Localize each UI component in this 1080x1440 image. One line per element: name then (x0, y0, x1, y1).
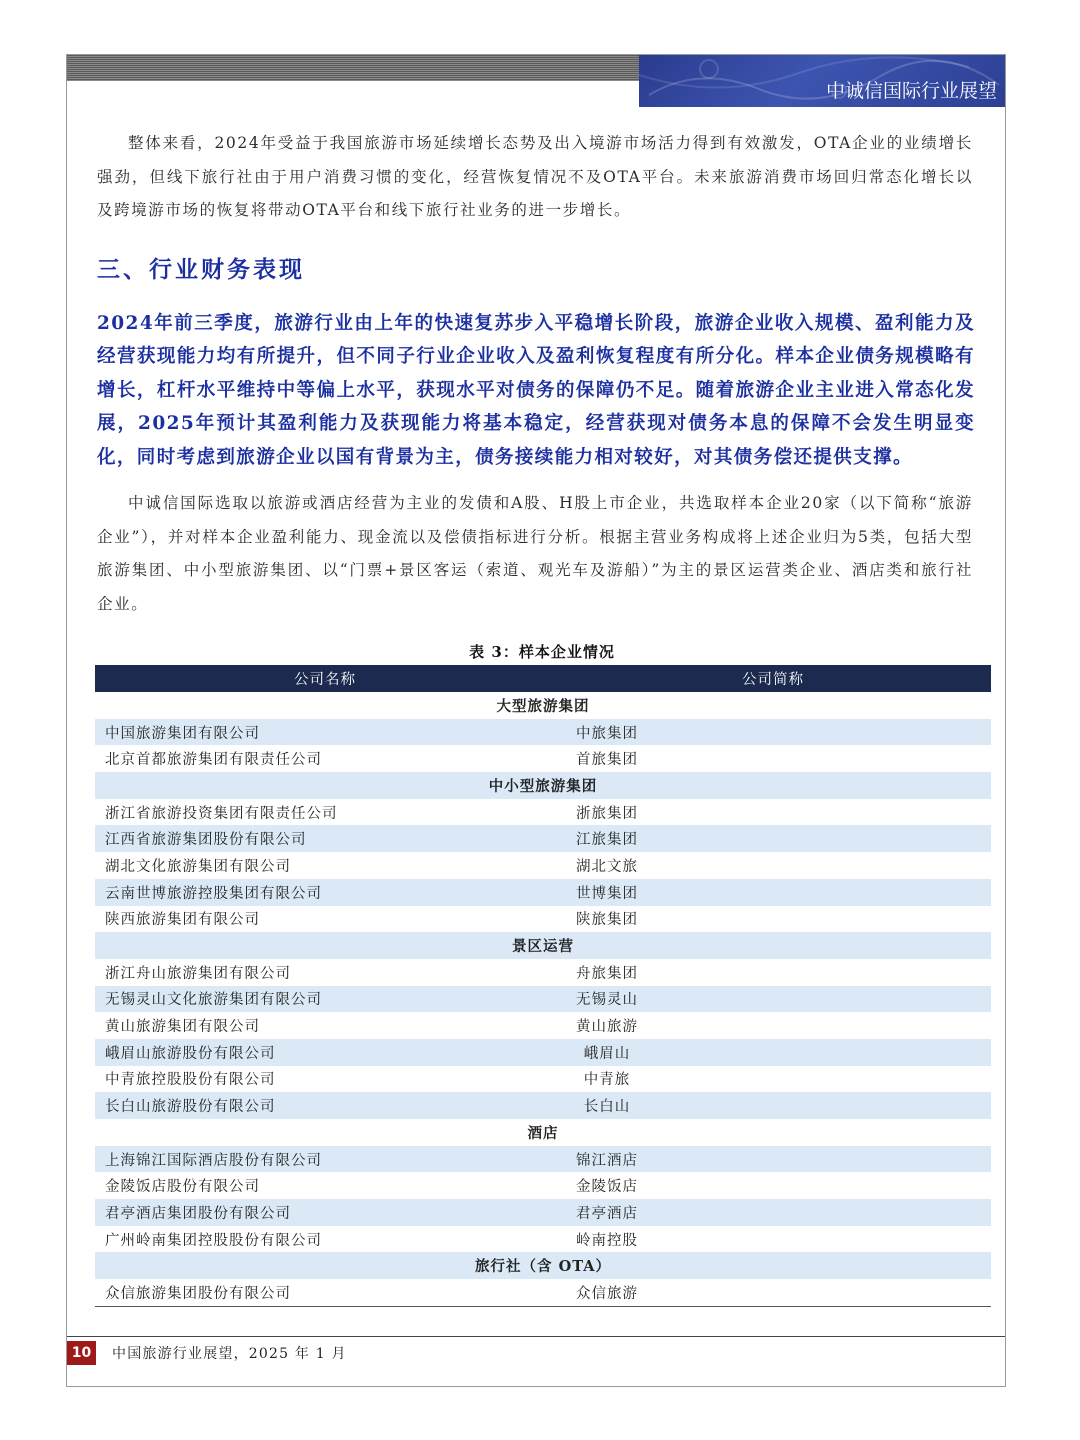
brand-title: 中诚信国际行业展望 (825, 80, 997, 102)
table-group-row (95, 772, 991, 799)
company-name: 湖北文化旅游集团有限公司 (105, 858, 291, 875)
table-caption: 表 3：样本企业情况 (469, 643, 615, 661)
company-short-cell (555, 879, 991, 906)
company-short-name: 湖北文旅 (576, 858, 638, 875)
company-short-name: 浙旅集团 (576, 805, 638, 822)
company-short-name: 中青旅 (583, 1072, 631, 1089)
company-short-cell (555, 1012, 991, 1039)
company-short-name: 峨眉山 (583, 1045, 631, 1062)
table-row (95, 1012, 991, 1039)
company-short-cell (555, 1092, 991, 1119)
company-short-cell (555, 1172, 991, 1199)
company-short-name: 舟旅集团 (576, 965, 638, 982)
table-row (95, 799, 991, 826)
company-short-cell (555, 852, 991, 879)
footer-text: 中国旅游行业展望，2025 年 1 月 (112, 1346, 347, 1362)
table-row (95, 1279, 991, 1306)
table-row (95, 1226, 991, 1253)
company-name: 浙江舟山旅游集团有限公司 (105, 965, 291, 982)
company-name: 黄山旅游集团有限公司 (105, 1019, 260, 1036)
company-name: 长白山旅游股份有限公司 (95, 1092, 555, 1119)
table-row (95, 1066, 991, 1093)
column-header-name: 公司名称 (95, 665, 555, 692)
report-page (66, 54, 1006, 1387)
company-name: 浙江省旅游投资集团有限责任公司 (105, 805, 338, 822)
company-short-cell (555, 1279, 991, 1306)
company-name: 上海锦江国际酒店股份有限公司 (95, 1146, 555, 1173)
company-short-name: 岭南控股 (576, 1232, 638, 1249)
table-row (95, 1039, 991, 1066)
company-short-cell (555, 1066, 991, 1093)
company-short-name: 首旅集团 (576, 752, 638, 769)
table-group-row (95, 1119, 991, 1146)
company-short-cell (555, 799, 991, 826)
company-short-name: 无锡灵山 (576, 992, 638, 1009)
table-row (95, 1172, 991, 1199)
company-short-cell (555, 906, 991, 933)
group-title: 大型旅游集团 (496, 697, 590, 715)
company-short-name: 长白山 (583, 1099, 631, 1116)
company-name: 峨眉山旅游股份有限公司 (95, 1039, 555, 1066)
table-row (95, 1092, 991, 1119)
company-short-cell (555, 1199, 991, 1226)
company-short-name: 江旅集团 (576, 832, 638, 849)
company-short-name: 君亭酒店 (576, 1205, 638, 1222)
table-row (95, 906, 991, 933)
table-row (95, 879, 991, 906)
company-name: 无锡灵山文化旅游集团有限公司 (95, 986, 555, 1013)
table-body (95, 692, 991, 1306)
group-title: 酒店 (527, 1124, 559, 1142)
header-stripe-band (67, 55, 639, 81)
company-short-name: 黄山旅游 (576, 1019, 638, 1036)
company-short-name: 锦江酒店 (576, 1152, 638, 1169)
group-title: 旅行社（含 OTA） (95, 1252, 991, 1279)
table-row (95, 719, 991, 746)
table-row (95, 825, 991, 852)
page-number-badge: 10 (67, 1341, 96, 1365)
company-short-cell (555, 745, 991, 772)
section-title: 三、行业财务表现 (97, 257, 305, 283)
methodology-paragraph: 中诚信国际选取以旅游或酒店经营为主业的发债和A股、H股上市企业，共选取样本企业20家（以下简称“旅游企业”），并对样本企业盈利能力、现金流以及偿债指标进行分析。根据主营业务构成将上述企业归为5类，包括大型旅游集团、中小型旅游集团、以“门票+景区客运（索道、观光车及游船）”为主的景区运营类企业、酒店类和旅行社企业。 (97, 494, 973, 613)
header-brand-banner (639, 55, 1005, 107)
company-short-name: 陕旅集团 (576, 912, 638, 929)
company-name: 云南世博旅游控股集团有限公司 (95, 879, 555, 906)
table-row (95, 1199, 991, 1226)
company-name: 江西省旅游集团股份有限公司 (95, 825, 555, 852)
table-group-row (95, 932, 991, 959)
sample-companies-table (95, 665, 991, 1307)
table-group-row (95, 692, 991, 719)
overview-paragraph: 整体来看，2024年受益于我国旅游市场延续增长态势及出入境游市场活力得到有效激发，OTA企业的业绩增长强劲，但线下旅行社由于用户消费习惯的变化，经营恢复情况不及OTA平台。未来旅游消费市场回归常态化增长以及跨境游市场的恢复将带动OTA平台和线下旅行社业务的进一步增长。 (97, 134, 973, 219)
company-name: 中青旅控股股份有限公司 (105, 1072, 276, 1089)
company-short-cell (555, 1146, 991, 1173)
company-short-name: 金陵饭店 (576, 1179, 638, 1196)
table-header-row (95, 665, 991, 692)
company-name: 君亭酒店集团股份有限公司 (95, 1199, 555, 1226)
group-title: 中小型旅游集团 (95, 772, 991, 799)
group-title: 景区运营 (95, 932, 991, 959)
company-name: 金陵饭店股份有限公司 (105, 1179, 260, 1196)
company-short-name: 中旅集团 (576, 725, 638, 742)
section-summary: 2024年前三季度，旅游行业由上年的快速复苏步入平稳增长阶段，旅游企业收入规模、盈利能力及经营获现能力均有所提升，但不同子行业企业收入及盈利恢复程度有所分化。样本企业债务规模略有增长，杠杆水平维持中等偏上水平，获现水平对债务的保障仍不足。随着旅游企业主业进入常态化发展，2025年预计其盈利能力及获现能力将基本稳定，经营获现对债务本息的保障不会发生明显变化，同时考虑到旅游企业以国有背景为主，债务接续能力相对较好，对其债务偿还提供支撑。 (97, 313, 975, 468)
company-name: 广州岭南集团控股股份有限公司 (105, 1232, 322, 1249)
company-short-cell (555, 825, 991, 852)
company-name: 众信旅游集团股份有限公司 (95, 1279, 555, 1306)
company-short-name: 世博集团 (576, 885, 638, 902)
company-short-cell (555, 1226, 991, 1253)
company-name: 中国旅游集团有限公司 (95, 719, 555, 746)
column-header-short: 公司简称 (555, 665, 991, 692)
footer-divider (67, 1336, 1005, 1337)
company-short-cell (555, 1039, 991, 1066)
table-row (95, 959, 991, 986)
company-name: 北京首都旅游集团有限责任公司 (105, 752, 322, 769)
company-short-cell (555, 719, 991, 746)
table-row (95, 986, 991, 1013)
table-row (95, 1146, 991, 1173)
company-short-cell (555, 959, 991, 986)
company-short-cell (555, 986, 991, 1013)
table-row (95, 852, 991, 879)
table-group-row (95, 1252, 991, 1279)
company-name: 陕西旅游集团有限公司 (105, 912, 260, 929)
company-short-name: 众信旅游 (576, 1285, 638, 1302)
table-row (95, 745, 991, 772)
